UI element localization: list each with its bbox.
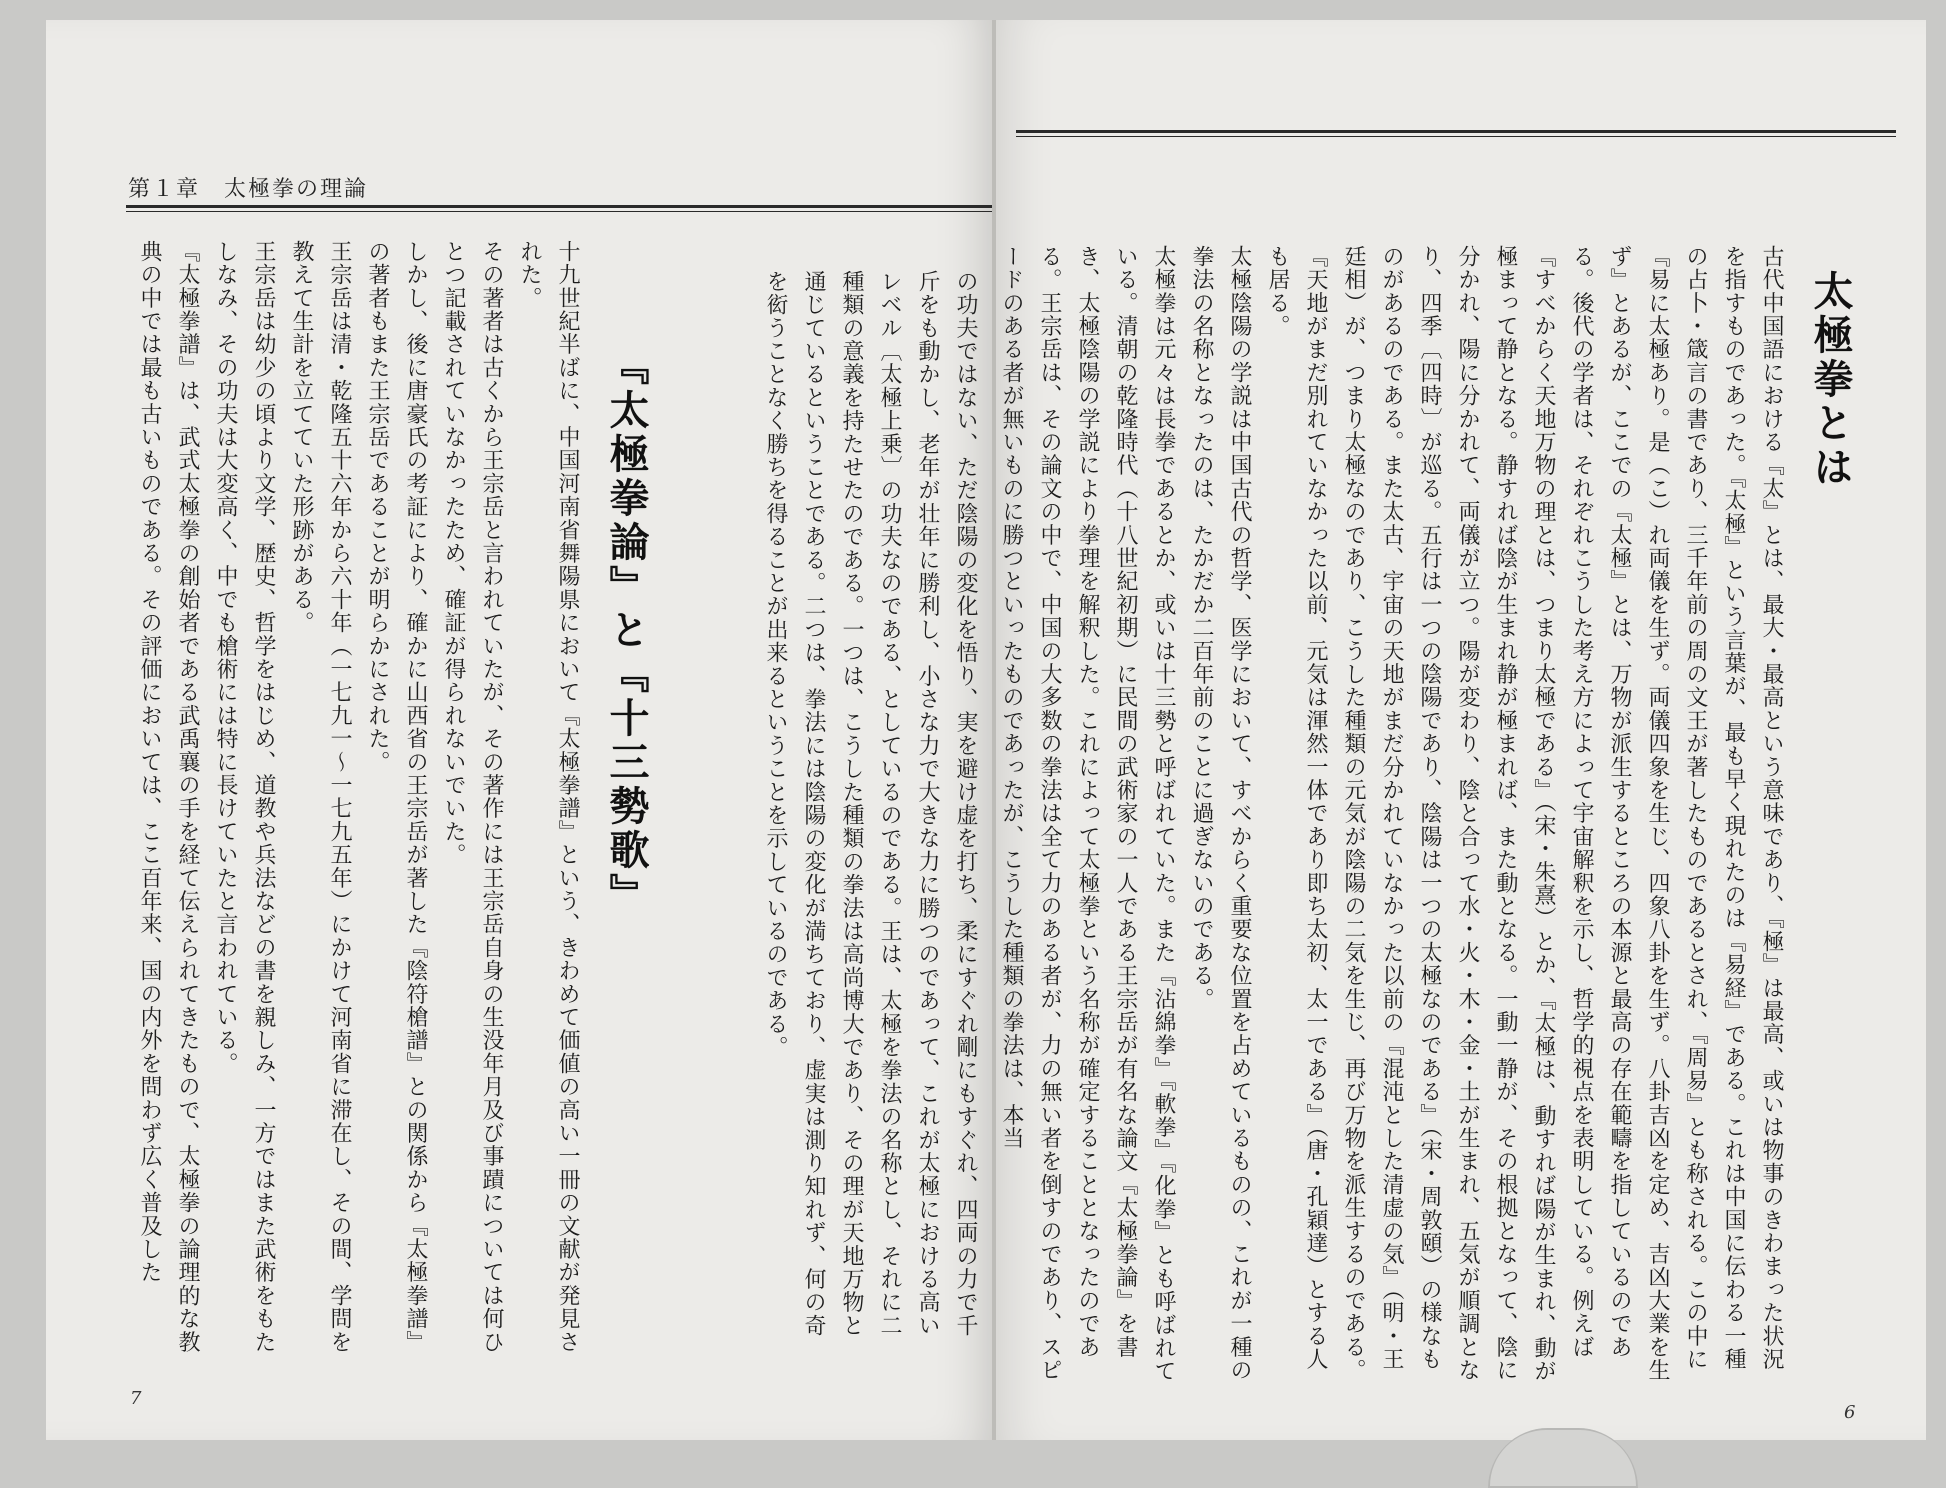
page-number: 6 [1844, 1402, 1856, 1423]
section-title: 『太極拳論』と『十三勢歌』 [603, 345, 649, 917]
paragraph: 王宗岳は幼少の頃より文学、歴史、哲学をはじめ、道教や兵法などの書を親しみ、一方ではまた武術をもたしなみ、その功夫は大変高く、中でも槍術には特に長けていたと言われている。 [213, 240, 276, 1354]
running-head: 第１章 太極拳の理論 [128, 177, 369, 202]
paragraph: 『太極拳譜』は、武式太極拳の創始者である武禹襄の手を経て伝えられてきたもので、太極拳の論理的な教典の中では最も古いものである。その評価においては、ここ百年来、国の内外を問わず広く普及した [137, 240, 200, 1354]
left-column-text [668, 270, 984, 1350]
header-rule [1016, 130, 1896, 137]
right-page [996, 20, 1926, 1440]
paragraph: 太極拳は元々は長拳であるとか、或いは十三勢と呼ばれていた。また『沾綿拳』『軟拳』『化拳』とも呼ばれている。清朝の乾隆時代（十八世紀初期）に民間の武術家の一人である王宗岳が有名な論文『太極拳論』を書き、太極陰陽の学説により拳理を解釈した。これによって太極拳という名称が確定することとなったのである。王宗岳は、その論文の中で、中国の大多数の拳法は全て力のある者が、力の無い者を倒すのであり、スピードのある者が無いものに勝つといったものであったが、こうした種類の拳法は、本当 [999, 245, 1176, 1383]
paragraph: しかし、後に唐豪氏の考証により、確かに山西省の王宗岳が著した『陰符槍譜』との関係から『太極拳譜』の著者もまた王宗岳であることが明らかにされた。 [365, 240, 428, 1354]
paragraph: の功夫ではない、ただ陰陽の変化を悟り、実を避け虚を打ち、柔にすぐれ剛にもすぐれ、四両の力で千斤をも動かし、老年が壮年に勝利し、小さな力で大きな力に勝つのであって、これが太極における高いレベル〔太極上乗〕の功夫なのである、としているのである。王は、太極を拳法の名称とし、それに二種類の意義を持たせたのである。一つは、こうした種類の拳法は高尚博大であり、その理が天地万物と通じているということである。二つは、拳法には陰陽の変化が満ちており、虚実は測り知れず、何の奇を衒うことなく勝ちを得ることが出来るということを示しているのである。 [763, 270, 978, 1338]
paragraph: 古代中国語における『太』とは、最大・最高という意味であり、『極』は最高、或いは物事のきわまった状況を指すものであった。『太極』という言葉が、最も早く現れたのは『易経』である。これは中国に伝わる一種の占卜・箴言の書であり、三千年前の周の文王が著したものであるとされ、『周易』とも称される。この中に『易に太極あり。是（こ）れ両儀を生ず。両儀四象を生じ、四象八卦を生ず。八卦吉凶を定め、吉凶大業を生ず』とあるが、ここでの『太極』とは、万物が派生するところの本源と最高の存在範疇を指しているのである。後代の学者は、それぞれこうした考え方によって宇宙解釈を示し、哲学的視点を表明している。例えば『すべからく天地万物の理とは、つまり太極である』（宋・朱熹）とか、『太極は、動すれば陽が生まれ、動が極まって静となる。静すれば陰が生まれ静が極まれば、また動となる。一動一静が、その根拠となって、陰に分かれ、陽に分かれて、両儀が立つ。陽が変わり、陰と合って水・火・木・金・土が生まれ、五気が順調となり、四季〔四時〕が巡る。五行は一つの陰陽であり、陰陽は一つの太極なのである』（宋・周敦頤）の様なものがあるのである。また太古、宇宙の天地がまだ分かれていなかった以前の『混沌とした清虚の気』（明・王廷相）が、つまり太極なのであり、こうした種類の元気が陰陽の二気を生じ、再び万物を派生するのである。『天地がまだ別れていなかった以前、元気は渾然一体であり即ち太初、太一である』（唐・孔穎達）とする人も居る。 [1265, 245, 1784, 1383]
left-intro-text [106, 240, 586, 1370]
right-body-text [999, 245, 1790, 1385]
left-page [46, 20, 996, 1440]
paragraph: 王宗岳は清・乾隆五十六年から六十年（一七九一〜一七九五年）にかけて河南省に滞在し、その間、学問を教えて生計を立てていた形跡がある。 [289, 240, 352, 1354]
paragraph: 太極陰陽の学説は中国古代の哲学、医学において、すべからく重要な位置を占めているものの、これが一種の拳法の名称となったのは、たかだか二百年前のことに過ぎないのである。 [1189, 245, 1252, 1382]
header-rule [126, 205, 996, 212]
section-title: 太極拳とは [1807, 270, 1853, 490]
page-number: 7 [130, 1388, 142, 1409]
paragraph: 十九世紀半ばに、中国河南省舞陽県において『太極拳譜』という、きわめて価値の高い一冊の文献が発見された。 [517, 240, 580, 1354]
paragraph: その著者は古くから王宗岳と言われていたが、その著作には王宗岳自身の生没年月及び事蹟については何ひとつ記載されていなかったため、確証が得られないでいた。 [441, 240, 504, 1354]
